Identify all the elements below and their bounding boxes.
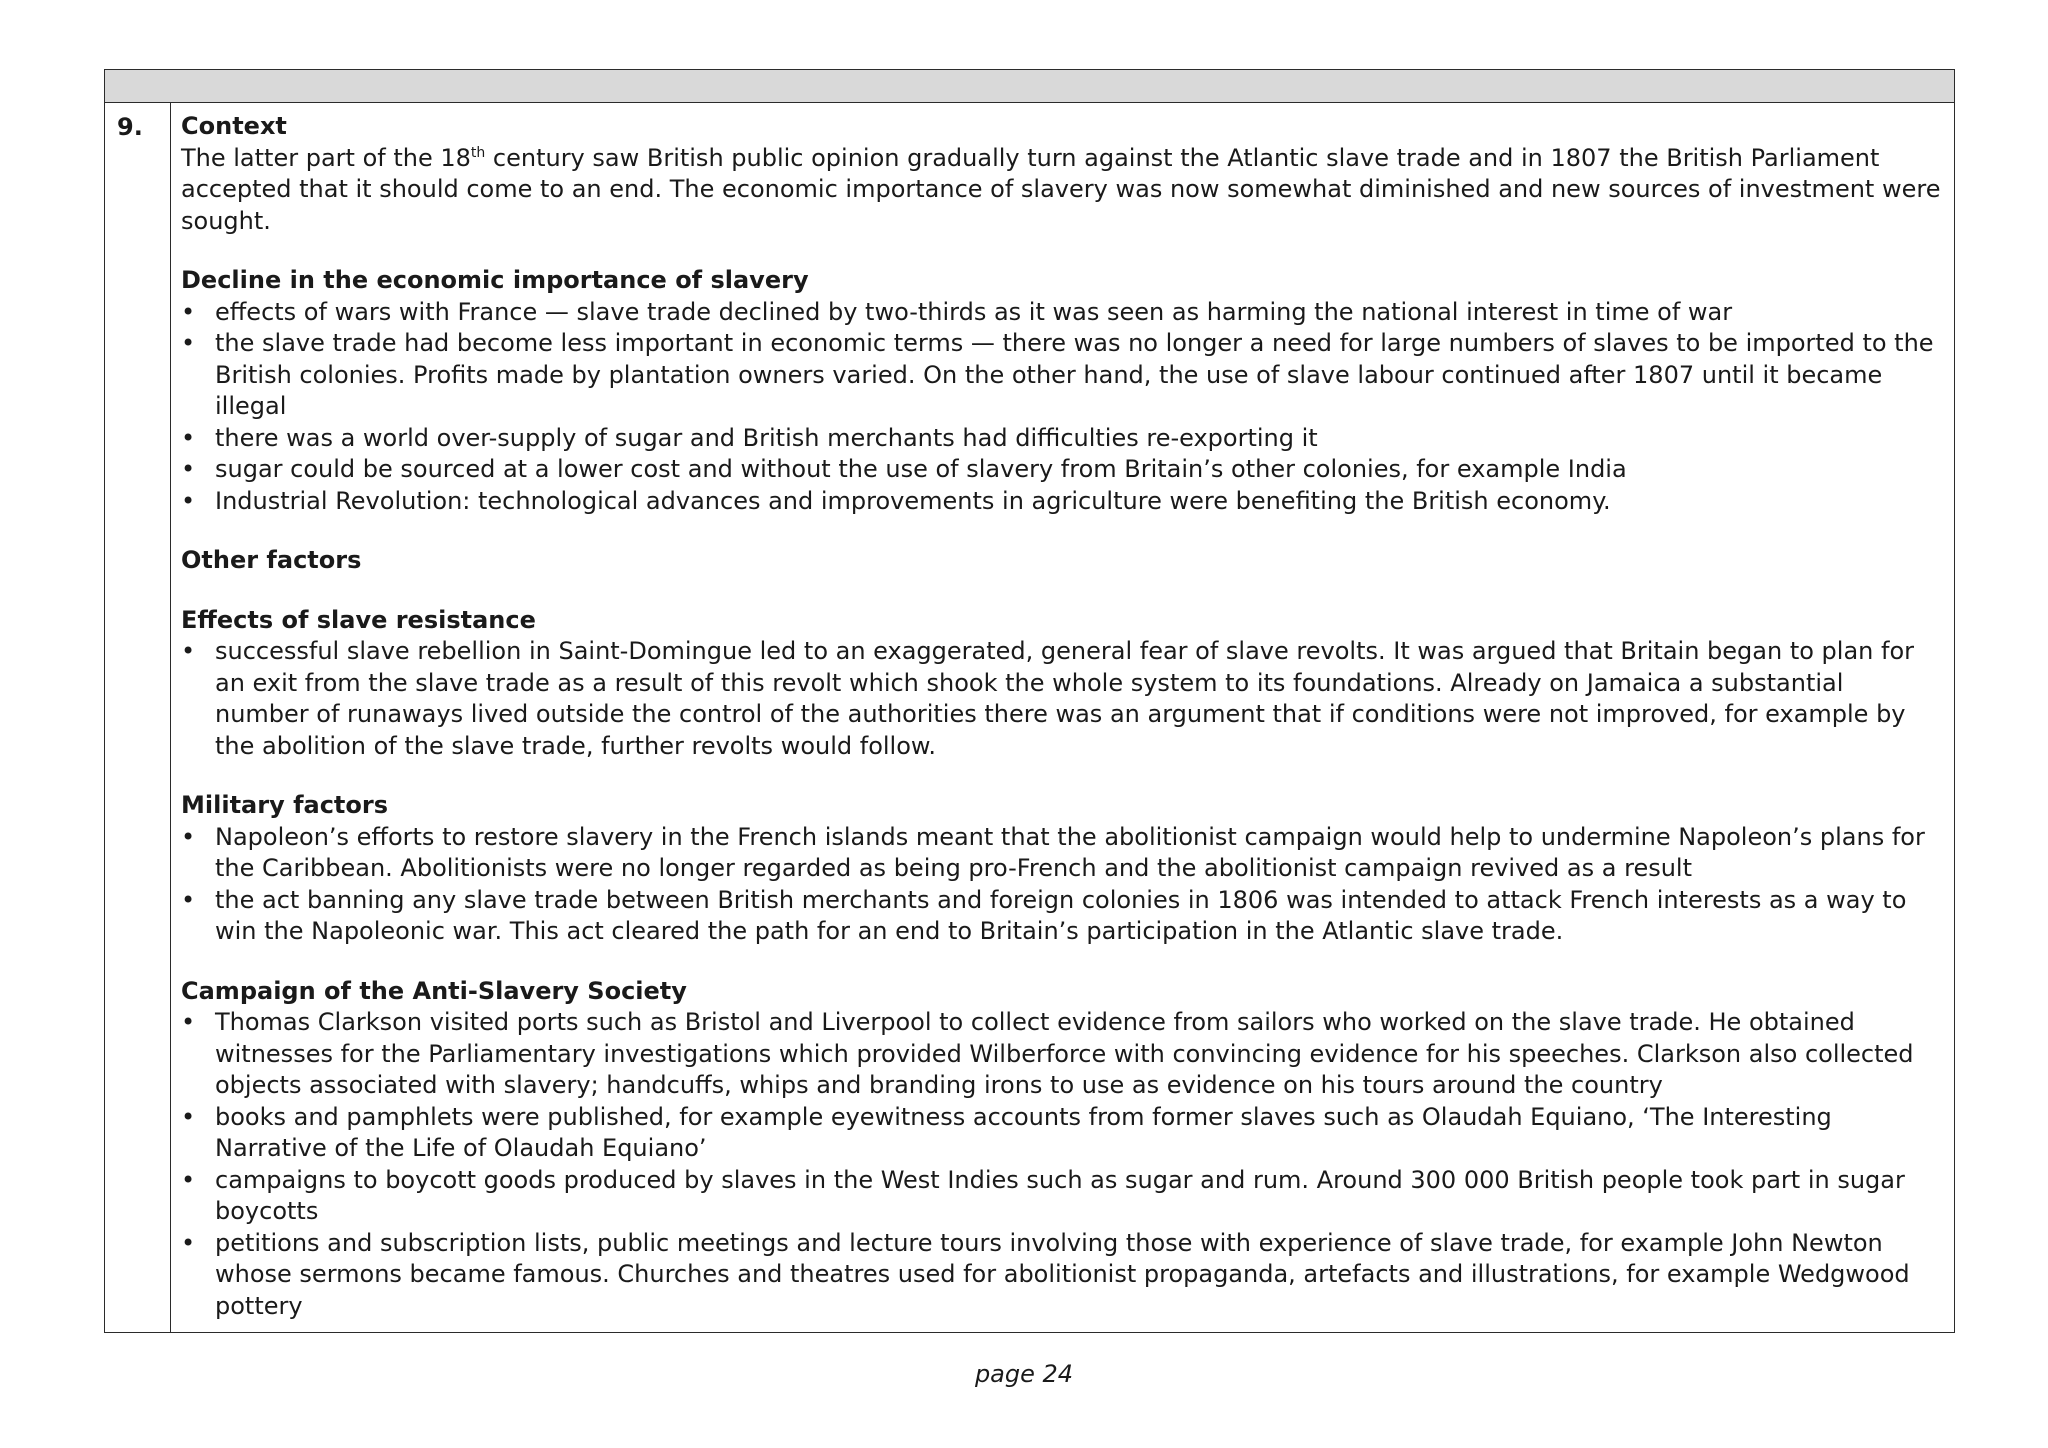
list-item: • Napoleon’s efforts to restore slavery in the French islands meant that the abolitionist campaign would help to undermine Napoleon’s plans for the Caribbean. Abolitionists were no longer regarded as being pro-French and the abolitionist campaign revived as a result [181, 822, 1944, 885]
context-text-start: The latter part of the 18 [181, 143, 471, 172]
answer-content [171, 103, 1954, 1332]
ordinal-suffix: th [470, 144, 486, 161]
decline-section [181, 265, 1944, 517]
resistance-list [181, 636, 1944, 762]
military-list [181, 822, 1944, 948]
list-item: • the slave trade had become less important in economic terms — there was no longer a need for large numbers of slaves to be imported to the British colonies. Profits made by plantation owners varied. On the other hand, the use of slave labour continued after 1807 until it became illegal [181, 328, 1944, 423]
question-number: 9. [105, 103, 171, 1332]
decline-heading: Decline in the economic importance of slavery [181, 266, 809, 294]
list-item: • there was a world over-supply of sugar and British merchants had difficulties re-exporting it [181, 423, 1944, 455]
resistance-section [181, 605, 1944, 763]
other-factors-section [181, 545, 1944, 577]
military-section [181, 790, 1944, 948]
campaign-section [181, 976, 1944, 1323]
list-item: • Thomas Clarkson visited ports such as Bristol and Liverpool to collect evidence from sailors who worked on the slave trade. He obtained witnesses for the Parliamentary investigations which provided Wilberforce with convincing evidence for his speeches. Clarkson also collected objects associated with slavery; handcuffs, whips and branding irons to use as evidence on his tours around the country [181, 1007, 1944, 1102]
page-number: page 24 [974, 1360, 1074, 1388]
campaign-heading: Campaign of the Anti-Slavery Society [181, 976, 687, 1005]
list-item: • sugar could be sourced at a lower cost and without the use of slavery from Britain’s other colonies, for example India [181, 454, 1944, 486]
table-row [105, 103, 1954, 1332]
other-factors-heading: Other factors [181, 546, 362, 574]
table-header-bar [105, 70, 1954, 103]
context-heading: Context [181, 112, 287, 140]
list-item: • effects of wars with France — slave trade declined by two-thirds as it was seen as harming the national interest in time of war [181, 297, 1944, 329]
list-item: • campaigns to boycott goods produced by slaves in the West Indies such as sugar and rum. Around 300 000 British people took part in sugar boycotts [181, 1165, 1944, 1228]
context-section [181, 111, 1944, 237]
marking-table [104, 69, 1955, 1333]
military-heading: Military factors [181, 791, 389, 819]
context-paragraph [181, 143, 1944, 238]
resistance-heading: Effects of slave resistance [181, 605, 536, 634]
campaign-list [181, 1007, 1944, 1322]
list-item: • successful slave rebellion in Saint-Domingue led to an exaggerated, general fear of slave revolts. It was argued that Britain began to plan for an exit from the slave trade as a result of this revolt which shook the whole system to its foundations. Already on Jamaica a substantial number of runaways lived outside the control of the authorities there was an argument that if conditions were not improved, for example by the abolition of the slave trade, further revolts would follow. [181, 636, 1944, 762]
context-text-end: century saw British public opinion gradually turn against the Atlantic slave trade and in 1807 the British Parliament accepted that it should come to an end. The economic importance of slavery was now somewhat diminished and new sources of investment were sought. [181, 143, 1941, 235]
list-item: • the act banning any slave trade between British merchants and foreign colonies in 1806 was intended to attack French interests as a way to win the Napoleonic war. This act cleared the path for an end to Britain’s participation in the Atlantic slave trade. [181, 885, 1944, 948]
list-item: • petitions and subscription lists, public meetings and lecture tours involving those with experience of slave trade, for example John Newton whose sermons became famous. Churches and theatres used for abolitionist propaganda, artefacts and illustrations, for example Wedgwood pottery [181, 1228, 1944, 1323]
list-item: • Industrial Revolution: technological advances and improvements in agriculture were benefiting the British economy. [181, 486, 1944, 518]
decline-list [181, 297, 1944, 518]
list-item: • books and pamphlets were published, for example eyewitness accounts from former slaves such as Olaudah Equiano, ‘The Interesting Narrative of the Life of Olaudah Equiano’ [181, 1102, 1944, 1165]
